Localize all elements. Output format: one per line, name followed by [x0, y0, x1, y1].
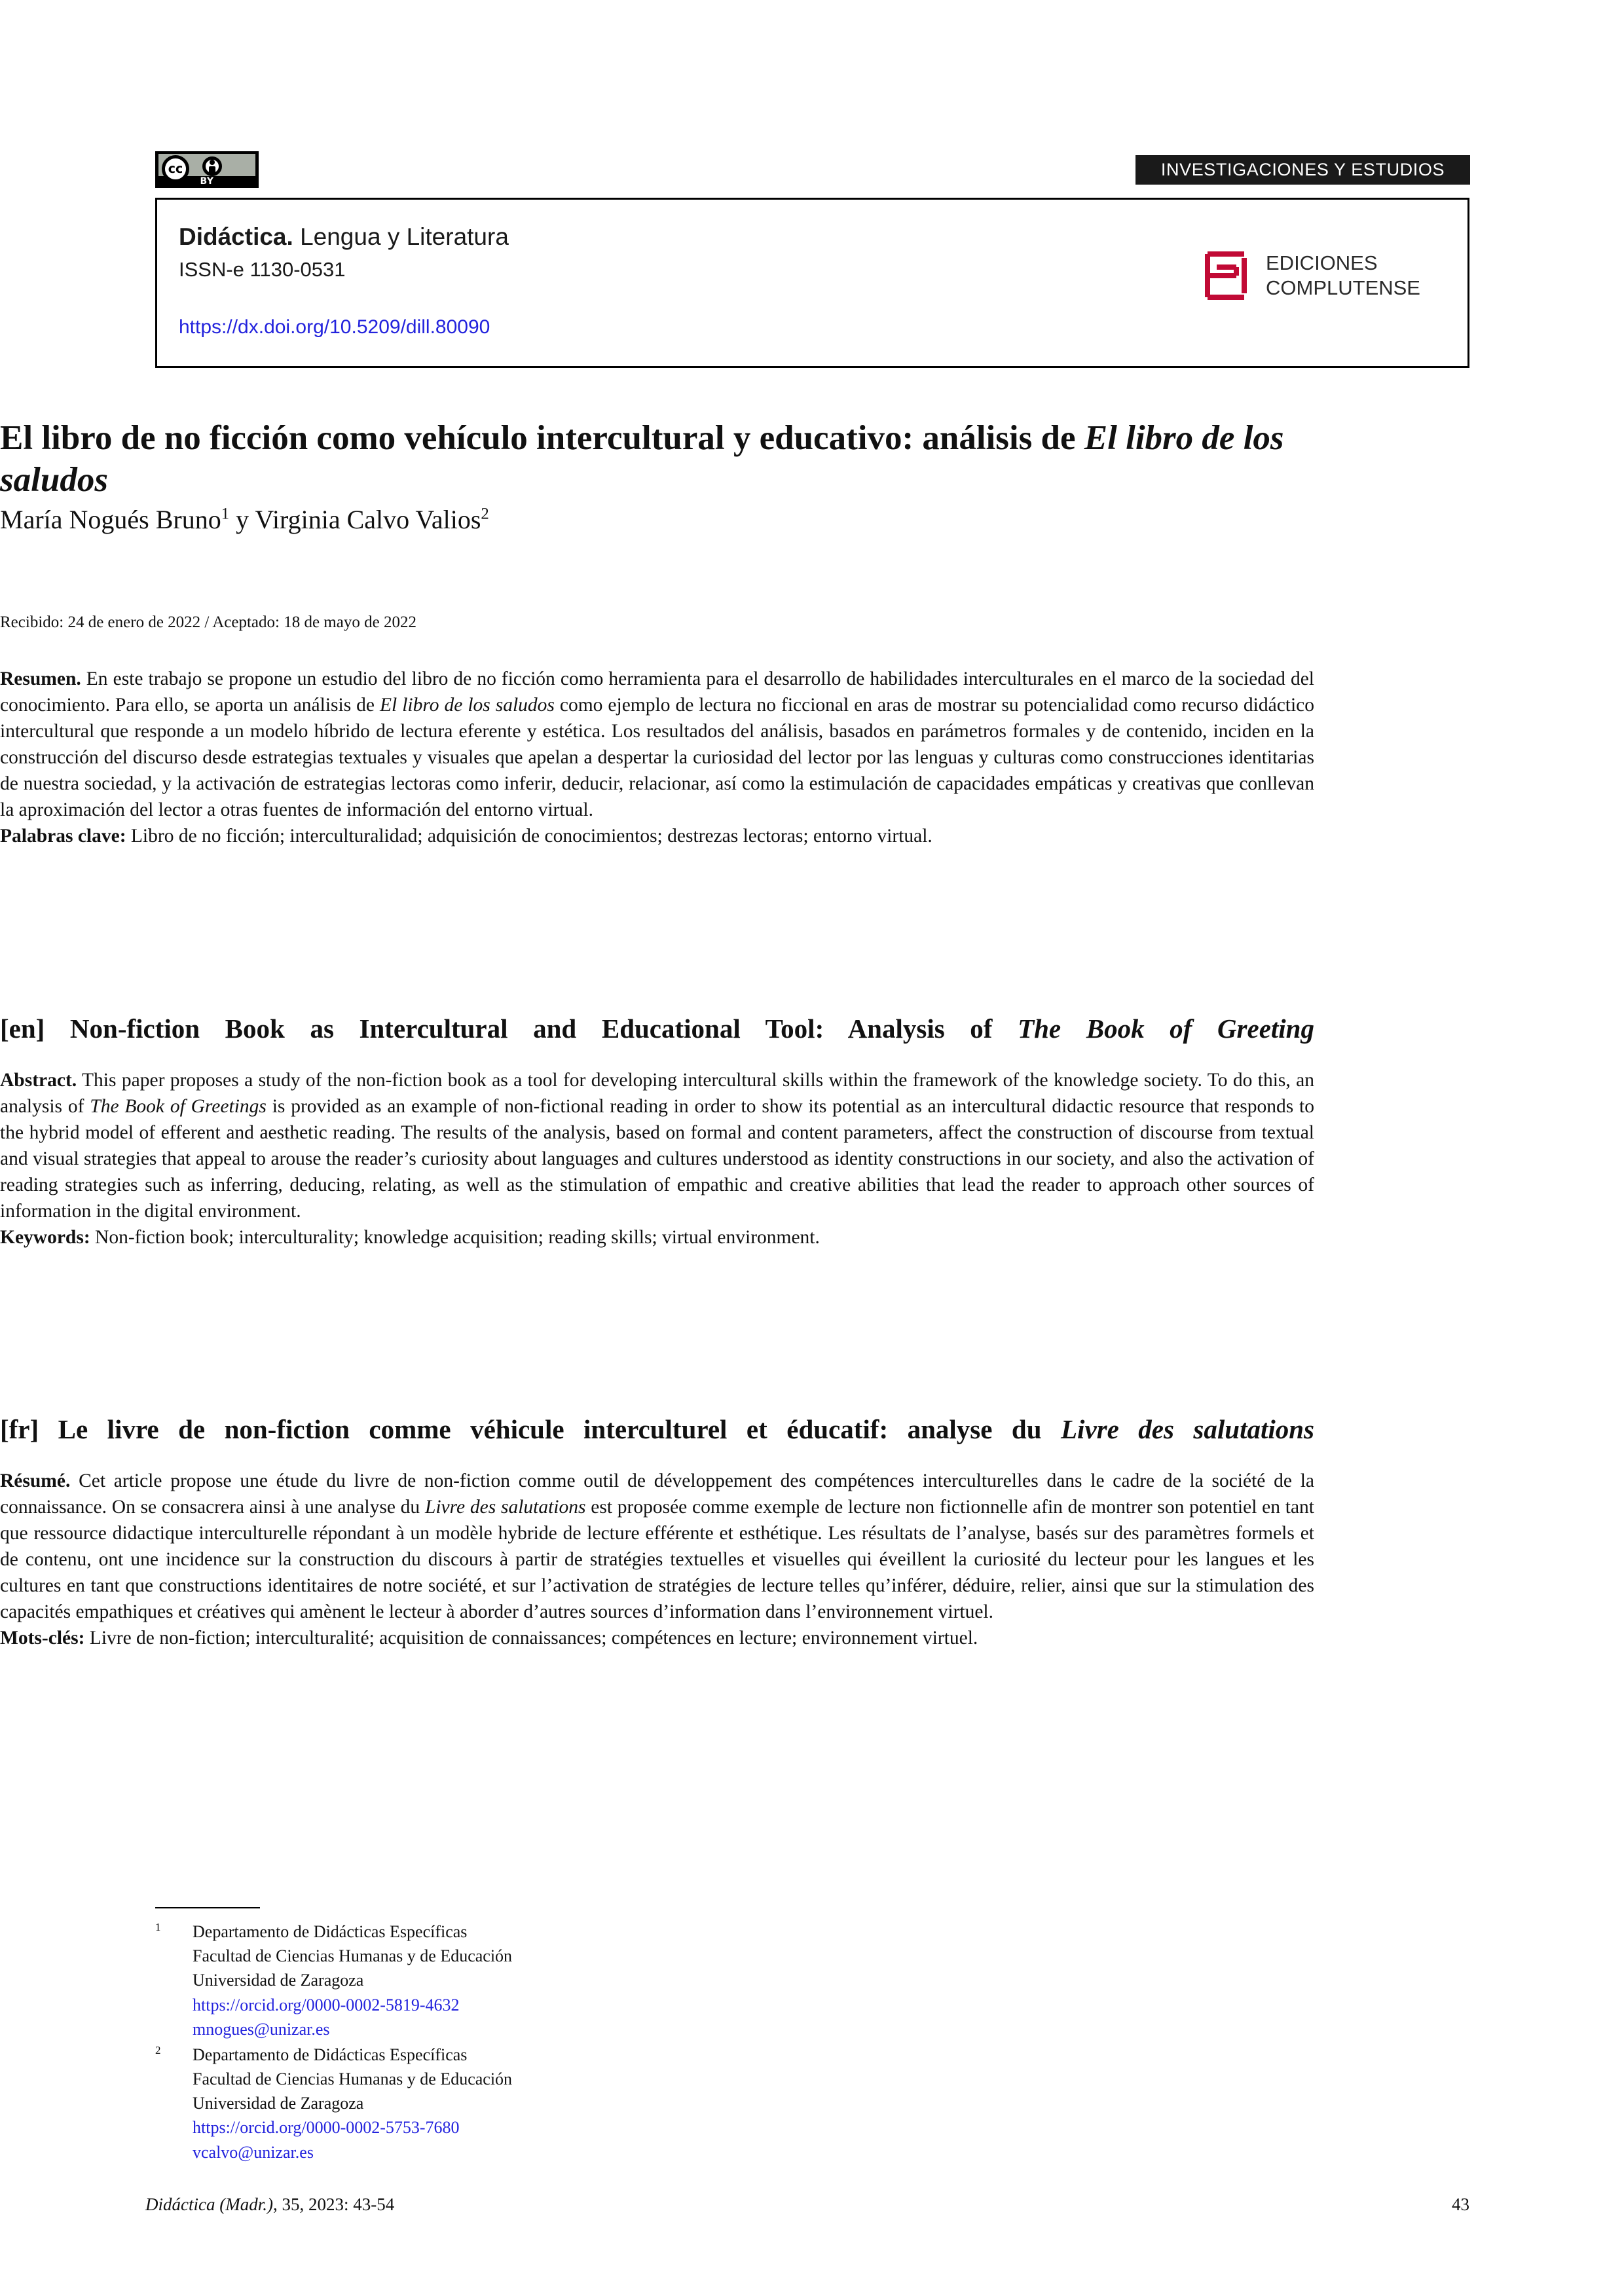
section-banner-label: INVESTIGACIONES Y ESTUDIOS — [1160, 160, 1445, 179]
journal-title — [179, 223, 509, 251]
abstract-french-text-2: est proposée comme exemple de lecture non fictionnelle afin de montrer son potentiel en tant que ressource didactique interculturelle répondant à un modèle hybride de lecture efférente et esthétique. Les résultats de l’analyse, basés sur des paramètres formels et de contenu, ont une incidence sur la construction du discours à partir de stratégies textuelles et visuelles qui éveillent la curiosité du lecteur pour les langues et les cultures en tant que constructions identitaires de notre société, et sur l’activation de stratégies de lecture telles qu’inférer, déduire, relier, ainsi que sur la stimulation des capacités empathiques et créatives qui amènent le lecteur à aborder d’autres sources d’information dans l’environnement virtuel. — [0, 1496, 1314, 1622]
footer-citation — [145, 2195, 394, 2215]
footnote-email-link[interactable]: vcalvo@unizar.es — [193, 2142, 314, 2162]
doi-link[interactable]: https://dx.doi.org/10.5209/dill.80090 — [179, 316, 490, 338]
abstract-french-text-1: Cet article propose une étude du livre de non-fiction comme outil de développement des compétences interculturelles dans le cadre de la société de la connaissance. On se consacrera ainsi à une analyse du — [0, 1470, 1314, 1518]
cc-person-head-icon — [210, 160, 215, 165]
cc-by-label: BY — [200, 176, 214, 187]
author-1-footnote-marker[interactable]: 1 — [221, 505, 230, 523]
keywords-french — [0, 1626, 1314, 1652]
footnote-item — [155, 1920, 941, 2041]
keywords-spanish — [0, 824, 1314, 850]
publisher-name-line2: COMPLUTENSE — [1266, 276, 1420, 299]
footnote-item — [155, 2043, 941, 2164]
abstract-french — [0, 1468, 1314, 1652]
footnote-list — [155, 1920, 941, 2166]
cc-person-body-icon — [209, 166, 215, 174]
received-accepted-dates: Recibido: 24 de enero de 2022 / Aceptado: 18 de mayo de 2022 — [0, 613, 416, 631]
footnote-orcid-link[interactable]: https://orcid.org/0000-0002-5753-7680 — [193, 2118, 460, 2138]
footnote-department: Departamento de Didácticas Específicas — [193, 1922, 468, 1941]
abstract-spanish-text-1: En este trabajo se propone un estudio del libro de no ficción como herramienta para el desarrollo de habilidades interculturales en el marco de la sociedad del conocimiento. Para ello, se aporta un análisis de — [0, 668, 1314, 716]
journal-issn: ISSN-e 1130-0531 — [179, 258, 346, 281]
footer-citation-journal: Didáctica (Madr.) — [145, 2195, 273, 2214]
heading-english-italic-title: The Book of Greeting — [1018, 1013, 1314, 1044]
abstract-english — [0, 1068, 1314, 1251]
journal-title-bold: Didáctica. — [179, 223, 293, 250]
abstract-spanish — [0, 666, 1314, 850]
keywords-french-values: Livre de non-fiction; interculturalité; acquisition de connaissances; compétences en lecture; environnement virtuel. — [84, 1627, 978, 1649]
abstract-french-label: Résumé. — [0, 1470, 71, 1491]
ediciones-complutense-mark-icon — [1204, 250, 1251, 301]
journal-title-rest: Lengua y Literatura — [293, 223, 509, 250]
abstract-spanish-label: Resumen. — [0, 668, 81, 689]
cc-letters: cc — [168, 162, 183, 176]
keywords-spanish-values: Libro de no ficción; interculturalidad; adquisición de conocimientos; destrezas lectoras; entorno virtual. — [126, 825, 932, 847]
footnote-separator — [155, 1907, 260, 1908]
heading-french-prefix: [fr] Le livre de non-fiction comme véhicule interculturel et éducatif: analyse du — [0, 1414, 1061, 1445]
footnote-department: Departamento de Didácticas Específicas — [193, 2045, 468, 2064]
section-banner — [1135, 155, 1470, 185]
heading-english — [0, 1012, 1314, 1046]
heading-french — [0, 1413, 1314, 1446]
article-title — [0, 417, 1314, 501]
page-number: 43 — [1452, 2195, 1469, 2214]
abstract-english-italic-title: The Book of Greetings — [90, 1095, 267, 1117]
abstract-french-italic-title: Livre des salutations — [424, 1496, 586, 1518]
keywords-english-values: Non-fiction book; interculturality; knowledge acquisition; reading skills; virtual environment. — [90, 1226, 820, 1248]
author-join: y Virginia Calvo Valios — [229, 505, 481, 534]
keywords-english — [0, 1225, 1314, 1251]
author-list — [0, 504, 1314, 535]
abstract-french-body — [0, 1468, 1314, 1626]
abstract-english-text-1: This paper proposes a study of the non-fiction book as a tool for developing intercultural skills within the framework of the knowledge society. To do this, an analysis of — [0, 1070, 1314, 1117]
keywords-spanish-label: Palabras clave: — [0, 825, 126, 847]
author-1: María Nogués Bruno — [0, 505, 221, 534]
abstract-spanish-text-2: como ejemplo de lectura no ficcional en aras de mostrar su potencialidad como recurso didáctico intercultural que responde a un modelo híbrido de lectura eferente y estética. Los resultados del análisis, basados en parámetros formales y de contenido, inciden en la construcción del discurso desde estrategias textuales y visuales que apelan a despertar la curiosidad del lector por las lenguas y culturas como construcciones identitarias de nuestra sociedad, y la activación de estrategias lectoras como inferir, deducir, relacionar, así como la estimulación de capacidades empáticas y creativas que conllevan la aproximación del lector a otras fuentes de información del entorno virtual. — [0, 694, 1315, 820]
abstract-spanish-body — [0, 666, 1314, 824]
heading-english-prefix: [en] Non-fiction Book as Intercultural and Educational Tool: Analysis of — [0, 1013, 1018, 1044]
footnote-marker: 2 — [155, 2043, 161, 2056]
keywords-english-label: Keywords: — [0, 1226, 90, 1248]
publisher-logo — [1204, 250, 1420, 301]
author-2-footnote-marker[interactable]: 2 — [481, 505, 489, 523]
abstract-spanish-italic-title: El libro de los saludos — [380, 694, 555, 716]
footnote-orcid-link[interactable]: https://orcid.org/0000-0002-5819-4632 — [193, 1995, 460, 2014]
creative-commons-by-icon — [155, 151, 259, 188]
footnote-faculty: Facultad de Ciencias Humanas y de Educación — [193, 2069, 513, 2089]
article-title-italic: El libro de los saludos — [0, 418, 1284, 499]
footnote-faculty: Facultad de Ciencias Humanas y de Educación — [193, 1946, 513, 1966]
publisher-name-line1: EDICIONES — [1266, 251, 1378, 275]
footnote-university: Universidad de Zaragoza — [193, 1971, 364, 1990]
footnote-email-link[interactable]: mnogues@unizar.es — [193, 2019, 330, 2039]
footnote-university: Universidad de Zaragoza — [193, 2094, 364, 2113]
article-title-main: El libro de no ficción como vehículo intercultural y educativo: análisis de — [0, 418, 1084, 457]
publisher-name — [1266, 251, 1420, 301]
abstract-english-label: Abstract. — [0, 1070, 77, 1091]
footnote-marker: 1 — [155, 1921, 161, 1933]
heading-french-italic-title: Livre des salutations — [1061, 1414, 1315, 1445]
abstract-english-text-2: is provided as an example of non-fictional reading in order to show its potential as an intercultural didactic resource that responds to the hybrid model of efferent and aesthetic reading. The results of the analysis, based on formal and content parameters, affect the construction of discourse from textual and visual strategies that appeal to arouse the reader’s curiosity about languages and cultures understood as identity constructions in our society, and also the activation of reading strategies such as inferring, deducing, relating, as well as the stimulation of empathic and creative abilities that lead the reader to approach other sources of information in the digital environment. — [0, 1095, 1314, 1222]
footer-citation-rest: , 35, 2023: 43-54 — [272, 2195, 395, 2214]
abstract-english-body — [0, 1068, 1314, 1225]
keywords-french-label: Mots-clés: — [0, 1627, 85, 1649]
